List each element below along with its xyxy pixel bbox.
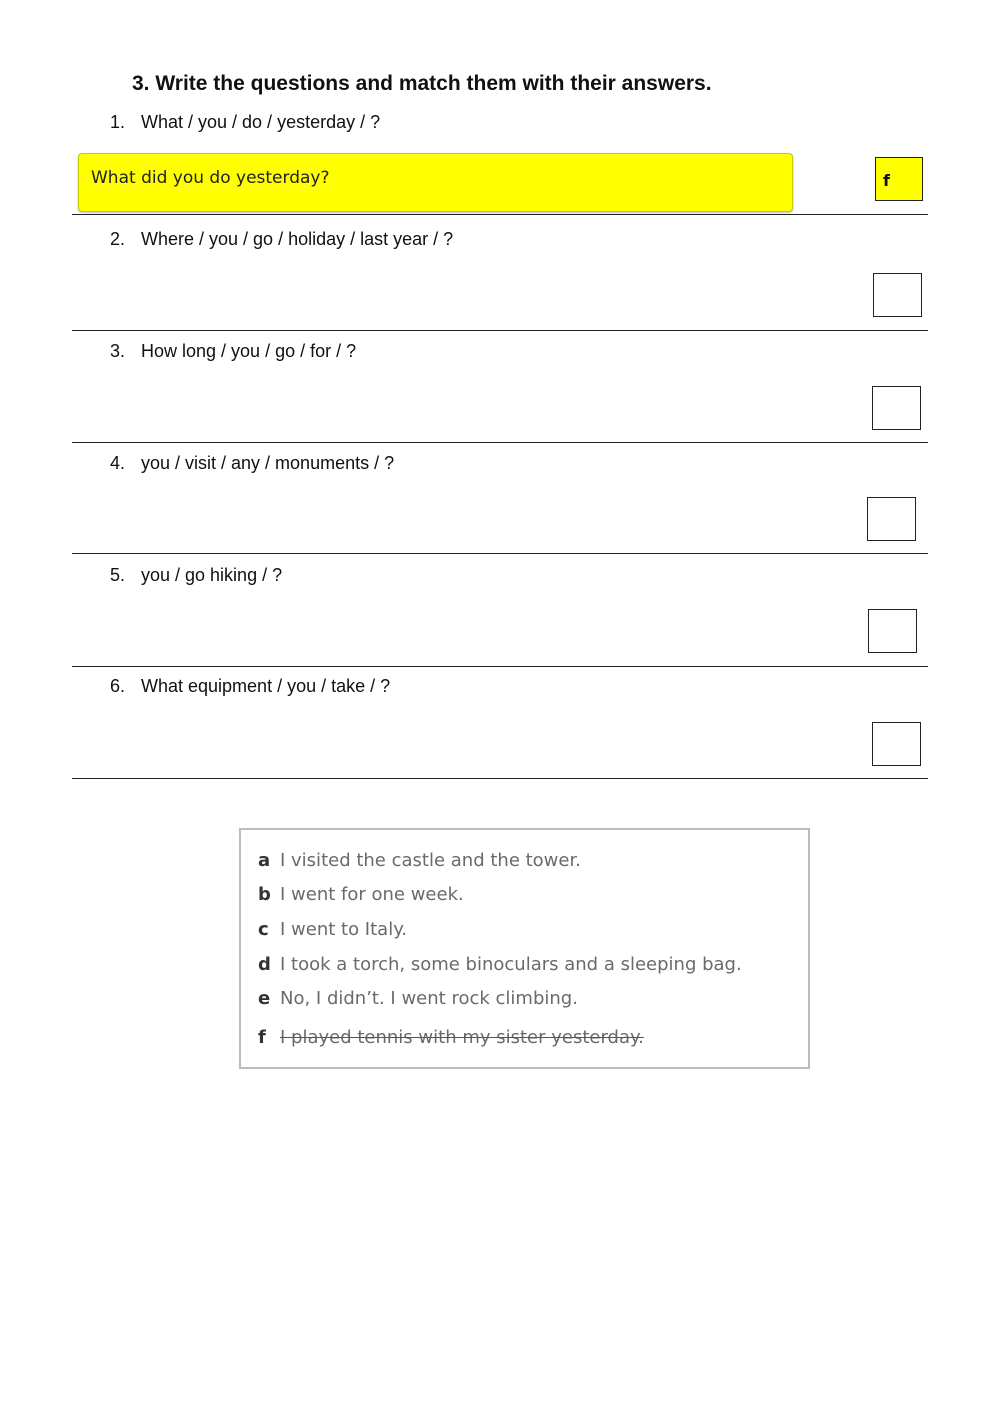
answer-option-c (258, 919, 407, 940)
question-1 (110, 112, 380, 133)
answer-line-3[interactable] (72, 442, 928, 443)
question-2 (110, 229, 453, 250)
question-3 (110, 341, 356, 362)
question-number: 6. (110, 676, 126, 696)
answer-line-1 (72, 214, 928, 215)
answer-option-text: No, I didn’t. I went rock climbing. (280, 988, 578, 1009)
answer-letter: f (258, 1027, 266, 1048)
match-box-4[interactable] (867, 497, 916, 541)
question-prompt: you / go hiking / ? (141, 565, 283, 585)
match-box-1[interactable] (875, 157, 923, 201)
answer-option-e (258, 988, 578, 1009)
answer-option-text: I took a torch, some binoculars and a sleeping bag. (280, 954, 742, 975)
answer-letter: d (258, 954, 271, 975)
answer-letter: b (258, 884, 271, 905)
match-box-2[interactable] (873, 273, 922, 317)
question-number: 4. (110, 453, 126, 473)
answer-option-text: I played tennis with my sister yesterday. (280, 1027, 644, 1048)
answer-letter: e (258, 988, 271, 1009)
answer-line-5[interactable] (72, 666, 928, 667)
match-letter-1: f (883, 171, 890, 190)
question-prompt: What equipment / you / take / ? (141, 676, 391, 696)
answer-line-4[interactable] (72, 553, 928, 554)
question-prompt: How long / you / go / for / ? (141, 341, 357, 361)
answer-option-text: I went for one week. (280, 884, 464, 905)
answer-option-a (258, 850, 581, 871)
question-number: 2. (110, 229, 126, 249)
answer-option-f (258, 1027, 644, 1048)
question-prompt: Where / you / go / holiday / last year / ? (141, 229, 454, 249)
question-5 (110, 565, 282, 586)
question-6 (110, 676, 390, 697)
question-number: 5. (110, 565, 126, 585)
exercise-heading: 3. Write the questions and match them with their answers. (132, 72, 712, 95)
question-number: 3. (110, 341, 126, 361)
answer-option-text: I visited the castle and the tower. (280, 850, 581, 871)
answer-option-text: I went to Italy. (280, 919, 408, 940)
answer-letter: a (258, 850, 271, 871)
question-prompt: What / you / do / yesterday / ? (141, 112, 381, 132)
question-4 (110, 453, 394, 474)
answer-line-2[interactable] (72, 330, 928, 331)
question-prompt: you / visit / any / monuments / ? (141, 453, 395, 473)
match-box-5[interactable] (868, 609, 917, 653)
answer-field-1[interactable] (78, 153, 793, 212)
question-number: 1. (110, 112, 126, 132)
match-box-3[interactable] (872, 386, 921, 430)
match-box-6[interactable] (872, 722, 921, 766)
answer-option-d (258, 954, 742, 975)
answer-options-box (239, 828, 810, 1069)
answer-line-6[interactable] (72, 778, 928, 779)
answer-option-b (258, 884, 464, 905)
answer-letter: c (258, 919, 269, 940)
answer-text-1: What did you do yesterday? (91, 168, 330, 188)
